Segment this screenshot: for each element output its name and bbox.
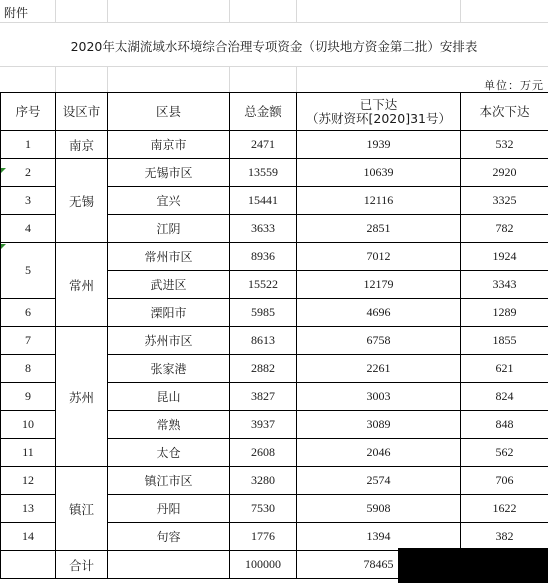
- cell-seq: 4: [1, 215, 56, 243]
- cell-county: 宜兴: [108, 187, 230, 215]
- cell-this-time: 532: [461, 131, 548, 159]
- cell-county: 无锡市区: [108, 159, 230, 187]
- cell-county: 苏州市区: [108, 327, 230, 355]
- cell-county: 南京市: [108, 131, 230, 159]
- cell-issued: 3003: [297, 383, 461, 411]
- cell-seq: 14: [1, 523, 56, 551]
- cell-issued: 6758: [297, 327, 461, 355]
- cell-this-time: 382: [461, 523, 548, 551]
- cell-this-time: 1924: [461, 243, 548, 271]
- cell-total-label: 合计: [56, 551, 108, 579]
- cell-this-time: 562: [461, 439, 548, 467]
- watermark-overlay: [398, 548, 548, 583]
- cell-issued: 3089: [297, 411, 461, 439]
- cell-this-time: 1622: [461, 495, 548, 523]
- cell-seq: 11: [1, 439, 56, 467]
- cell-issued: 12179: [297, 271, 461, 299]
- allocation-table: [0, 92, 548, 579]
- cell-total: 15441: [230, 187, 297, 215]
- cell-total: 3633: [230, 215, 297, 243]
- cell-seq-empty: [1, 551, 56, 579]
- cell-this-time: 1855: [461, 327, 548, 355]
- cell-county: 昆山: [108, 383, 230, 411]
- cell-issued: 1394: [297, 523, 461, 551]
- header-row: [1, 93, 548, 131]
- cell-county: 丹阳: [108, 495, 230, 523]
- cell-issued: 10639: [297, 159, 461, 187]
- cell-city: 南京: [56, 131, 108, 159]
- header-seq: 序号: [1, 93, 56, 131]
- cell-total: 2471: [230, 131, 297, 159]
- cell-seq: 9: [1, 383, 56, 411]
- cell-issued: 1939: [297, 131, 461, 159]
- cell-county: 太仓: [108, 439, 230, 467]
- header-city: 设区市: [56, 93, 108, 131]
- cell-county: 张家港: [108, 355, 230, 383]
- cell-county: 溧阳市: [108, 299, 230, 327]
- cell-county: 常州市区: [108, 243, 230, 271]
- cell-this-time: 621: [461, 355, 548, 383]
- cell-issued: 2261: [297, 355, 461, 383]
- cell-total: 5985: [230, 299, 297, 327]
- header-issued-line2: （苏财资环[2020]31号）: [306, 110, 451, 126]
- table-row: [1, 131, 548, 159]
- cell-seq: 1: [1, 131, 56, 159]
- cell-this-time: 782: [461, 215, 548, 243]
- cell-this-time: 1289: [461, 299, 548, 327]
- cell-city: 苏州: [56, 327, 108, 467]
- cell-comment-marker: [1, 168, 6, 173]
- cell-county: 句容: [108, 523, 230, 551]
- header-issued: [297, 93, 461, 131]
- cell-this-time: 706: [461, 467, 548, 495]
- cell-seq: 2: [1, 159, 56, 187]
- cell-county: 镇江市区: [108, 467, 230, 495]
- cell-county: 武进区: [108, 271, 230, 299]
- header-total: 总金额: [230, 93, 297, 131]
- attachment-label: 附件: [4, 6, 29, 20]
- cell-this-time: 3343: [461, 271, 548, 299]
- cell-seq: 12: [1, 467, 56, 495]
- cell-city: 无锡: [56, 159, 108, 243]
- unit-label: 单位：万元: [484, 79, 544, 92]
- cell-seq: 3: [1, 187, 56, 215]
- cell-seq: 7: [1, 327, 56, 355]
- cell-total: 13559: [230, 159, 297, 187]
- cell-issued: 5908: [297, 495, 461, 523]
- cell-issued: 4696: [297, 299, 461, 327]
- header-this-time: 本次下达: [461, 93, 548, 131]
- cell-issued: 2046: [297, 439, 461, 467]
- sheet-title: 2020年太湖流域水环境综合治理专项资金（切块地方资金第二批）安排表: [70, 39, 478, 54]
- cell-seq: 13: [1, 495, 56, 523]
- cell-total: 8613: [230, 327, 297, 355]
- table-row: [1, 327, 548, 355]
- cell-total: 8936: [230, 243, 297, 271]
- header-issued-line1: 已下达: [359, 96, 398, 112]
- cell-this-time: 2920: [461, 159, 548, 187]
- cell-total: 7530: [230, 495, 297, 523]
- cell-seq: 5: [1, 243, 56, 299]
- cell-city: 常州: [56, 243, 108, 327]
- cell-issued: 2851: [297, 215, 461, 243]
- cell-seq: 6: [1, 299, 56, 327]
- cell-issued: 12116: [297, 187, 461, 215]
- cell-this-time: 824: [461, 383, 548, 411]
- cell-total: 2882: [230, 355, 297, 383]
- cell-grand-issued: 78465: [297, 551, 461, 579]
- cell-total: 1776: [230, 523, 297, 551]
- cell-county: 常熟: [108, 411, 230, 439]
- cell-county: 江阴: [108, 215, 230, 243]
- cell-total: 2608: [230, 439, 297, 467]
- cell-total: 3827: [230, 383, 297, 411]
- cell-comment-marker: [1, 244, 6, 249]
- cell-total: 3280: [230, 467, 297, 495]
- cell-county-empty: [108, 551, 230, 579]
- cell-city: 镇江: [56, 467, 108, 551]
- table-row: [1, 467, 548, 495]
- header-county: 区县: [108, 93, 230, 131]
- cell-seq: 8: [1, 355, 56, 383]
- cell-issued: 2574: [297, 467, 461, 495]
- cell-total: 15522: [230, 271, 297, 299]
- table-row: [1, 243, 548, 271]
- cell-seq: 10: [1, 411, 56, 439]
- table-row: [1, 159, 548, 187]
- cell-total: 3937: [230, 411, 297, 439]
- cell-issued: 7012: [297, 243, 461, 271]
- cell-grand-total: 100000: [230, 551, 297, 579]
- cell-this-time: 848: [461, 411, 548, 439]
- cell-this-time: 3325: [461, 187, 548, 215]
